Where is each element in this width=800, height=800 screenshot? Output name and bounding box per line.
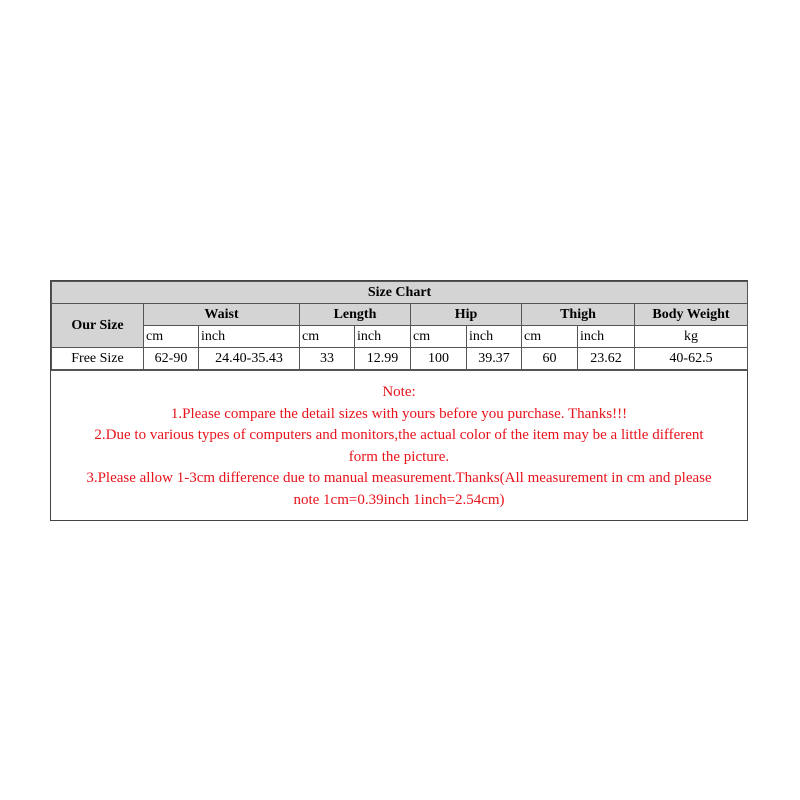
value-cell: 23.62: [578, 348, 635, 370]
note-line-2b: form the picture.: [348, 448, 450, 465]
note-line-2a: 2.Due to various types of computers and monitors,the actual color of the item may be a little different: [94, 427, 704, 443]
note-heading: Note:: [382, 384, 416, 400]
unit-cell: cm: [522, 326, 578, 348]
note-section: [51, 370, 747, 520]
note-line-3b: note 1cm=0.39inch 1inch=2.54cm): [293, 491, 505, 508]
table-row: [52, 348, 748, 370]
value-cell: 12.99: [355, 348, 411, 370]
length-header: Length: [300, 304, 411, 326]
unit-cell: inch: [355, 326, 411, 348]
unit-cell: inch: [467, 326, 522, 348]
unit-cell: inch: [578, 326, 635, 348]
unit-cell: cm: [411, 326, 467, 348]
value-cell: 40-62.5: [635, 348, 748, 370]
our-size-header: Our Size: [52, 304, 144, 348]
body-weight-header: Body Weight: [635, 304, 748, 326]
size-chart: [50, 280, 748, 521]
value-cell: 33: [300, 348, 355, 370]
value-cell: 100: [411, 348, 467, 370]
hip-header: Hip: [411, 304, 522, 326]
value-cell: 62-90: [144, 348, 199, 370]
size-table: [51, 281, 748, 370]
note-line-1: 1.Please compare the detail sizes with yours before you purchase. Thanks!!!: [170, 405, 628, 422]
note-line-3a: 3.Please allow 1-3cm difference due to manual measurement.Thanks(All measurement in cm and please: [86, 470, 712, 486]
unit-cell: cm: [144, 326, 199, 348]
value-cell: 24.40-35.43: [199, 348, 300, 370]
size-cell: Free Size: [52, 348, 144, 370]
unit-cell: inch: [199, 326, 300, 348]
value-cell: 60: [522, 348, 578, 370]
unit-cell: kg: [635, 326, 748, 348]
value-cell: 39.37: [467, 348, 522, 370]
waist-header: Waist: [144, 304, 300, 326]
thigh-header: Thigh: [522, 304, 635, 326]
unit-cell: cm: [300, 326, 355, 348]
size-chart-title: Size Chart: [52, 282, 748, 304]
